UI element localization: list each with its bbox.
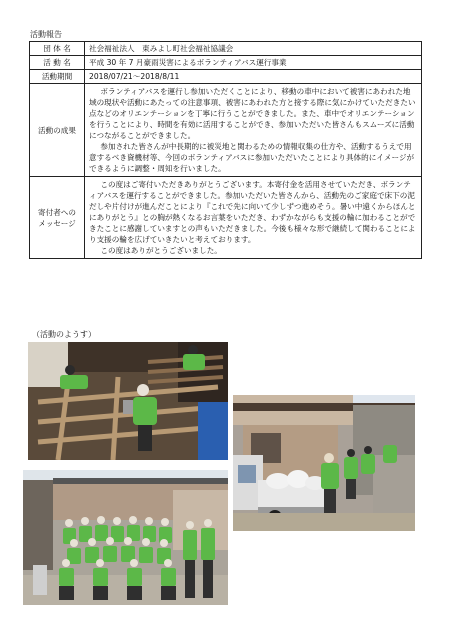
results-label: 活動の成果 (30, 84, 85, 177)
photo-truck-loading (233, 395, 415, 531)
photos-caption: （活動のようす） (32, 330, 96, 339)
message-label (30, 177, 85, 259)
results-text (85, 84, 422, 177)
message-paragraph-2: この度はありがとうございました。 (100, 246, 222, 255)
message-text (85, 177, 422, 259)
message-paragraph-1: この度はご寄付いただきありがとうございます。本寄付金を活用させていただき、ボランティアバスを運行することができました。参加いただいた皆さんから、活動先のご家庭で床下の泥だしや片付けが進んだことにより『これで先に向いて少しずつ進めそう。暑い中遠くからほんとにありがとう』との胸が熱くなるお言葉をいただき、わずかながらも支援の輪に加わることができたことに感謝していますとの声もいただきました。今後も様々な形で継続して関わることにより支援の輪を広げていきたいと考えております。 (89, 180, 416, 244)
org-value: 社会福祉法人 東みよし町社会福祉協議会 (85, 42, 422, 56)
period-label: 活動期間 (30, 70, 85, 84)
results-paragraph-2: 参加された皆さんが中長期的に被災地と関わるための情報収集の仕方や、活動するうえで用意するべき資機材等、今回のボランティアバスに参加いただいたことにより具体的にイメージができるように調整・周知を行いました。 (89, 142, 415, 173)
message-label-line1: 寄付者への (38, 207, 76, 217)
period-value: 2018/07/21～2018/8/11 (85, 70, 422, 84)
row-activity (30, 56, 422, 70)
row-period (30, 70, 422, 84)
org-label: 団 体 名 (30, 42, 85, 56)
row-results (30, 84, 422, 177)
photo-group (23, 470, 228, 605)
report-table (29, 41, 422, 259)
activity-value: 平成 30 年 7 月豪雨災害によるボランティアバス運行事業 (85, 56, 422, 70)
row-message (30, 177, 422, 259)
message-label-line2: メッセージ (38, 218, 76, 228)
photo-floor-work (28, 342, 228, 460)
activity-label: 活 動 名 (30, 56, 85, 70)
row-org (30, 42, 422, 56)
results-paragraph-1: ボランティアバスを運行し参加いただくことにより、移動の車中において被害にあわれた地域の現状や活動にあたっての注意事項、被害にあわれた方と接する際に気にかけていただきたい点などのオリエンテーションを丁寧に行うことができました。また、車中でオリエンテーションを行うことにより、時間を有効に活用することができ、参加いただいた皆さんもスムーズに活動につながることができました。 (89, 87, 416, 140)
report-heading: 活動報告 (30, 30, 62, 39)
